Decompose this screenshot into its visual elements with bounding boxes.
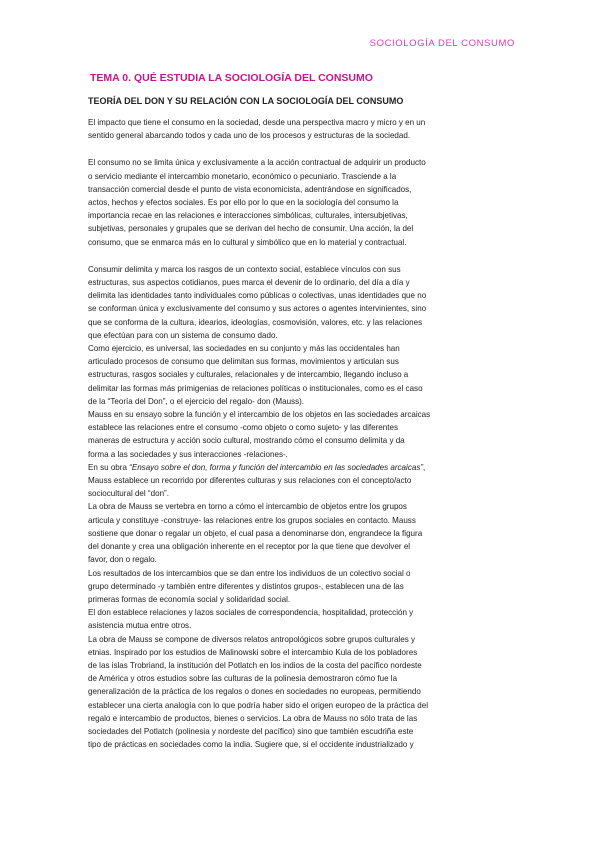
text-line: El don establece relaciones y lazos sociales de correspondencia, hospitalidad, protección y: [88, 608, 414, 618]
text-line: Los resultados de los intercambios que se dan entre los individuos de un colectivo social o: [88, 568, 411, 578]
text-line: establecer una cierta analogía con lo que podría haber sido el origen europeo de la práctica del: [88, 700, 428, 710]
running-header: SOCIOLOGÍA DEL CONSUMO: [369, 38, 515, 49]
section-subtitle: TEORÍA DEL DON Y SU RELACIÓN CON LA SOCIOLOGÍA DEL CONSUMO: [88, 96, 404, 106]
text-line: estructuras, sus aspectos cotidianos, pues marca el devenir de lo ordinario, del día a día y: [88, 278, 410, 288]
text-line: regalo e intercambio de productos, bienes o servicios. La obra de Mauss no sólo trata de las: [88, 713, 418, 723]
text-line: actos, hechos y efectos sociales. Es por ello por lo que en la sociología del consumo la: [88, 198, 399, 208]
text-line: o servicio mediante el intercambio monetario, económico o pecuniario. Trasciende a la: [88, 171, 397, 181]
text-line-obra: [88, 461, 514, 474]
text-line: de la “Teoría del Don”, o el ejercicio del regalo- don (Mauss).: [88, 396, 305, 406]
text-line: articula y constituye -construye- las relaciones entre los grupos sociales en contacto. Mauss: [88, 515, 416, 525]
text-line: generalización de la práctica de los regalos o dones en sociedades no europeas, permitiendo: [88, 687, 421, 697]
obra-suffix: ,: [423, 462, 426, 472]
text-line: Mauss establece un recorrido por diferentes culturas y sus relaciones con el concepto/acto: [88, 476, 412, 486]
text-line: Consumir delimita y marca los rasgos de un contexto social, establece vínculos con sus: [88, 264, 401, 274]
text-line: grupo determinado -y también entre diferentes y distintos grupos-, establecen una de las: [88, 581, 404, 591]
paragraph-gap: [88, 249, 514, 263]
text-line: etnias. Inspirado por los estudios de Malinowski sobre el intercambio Kula de los pobladores: [88, 647, 418, 657]
text-line: de América y otros estudios sobre las culturas de la polinesia demostraron cómo fue la: [88, 674, 398, 684]
text-line: maneras de estructura y acción socio cultural, mostrando cómo el consumo delimita y da: [88, 436, 405, 446]
text-line: consumo, que se enmarca más en lo cultural y simbólico que en lo material y contractual.: [88, 237, 407, 247]
text-line: tipo de prácticas en sociedades como la india. Sugiere que, si el occidente industrializado y: [88, 740, 414, 750]
document-title: TEMA 0. QUÉ ESTUDIA LA SOCIOLOGÍA DEL CONSUMO: [90, 72, 373, 84]
text-line: forma a las sociedades y sus interacciones -relaciones-.: [88, 449, 288, 459]
text-line: favor, don o regalo.: [88, 555, 157, 565]
text-line: sociedades del Potlatch (polinesia y nordeste del pacífico) sino que también escudriña este: [88, 726, 414, 736]
text-line: delimitar las formas más primigenias de relaciones políticas o institucionales, como es el caso: [88, 383, 423, 393]
text-line: La obra de Mauss se compone de diversos relatos antropológicos sobre grupos culturales y: [88, 634, 415, 644]
text-line: asistencia mutua entre otros.: [88, 621, 192, 631]
document-page: [88, 72, 514, 751]
text-line: primeras formas de economía social y solidaridad social.: [88, 594, 291, 604]
text-line: estructuras, rasgos sociales y culturales, relacionales y de intercambio, llegando incluso a: [88, 370, 409, 380]
text-line: Como ejercicio, es universal, las sociedades en su conjunto y más las occidentales han: [88, 344, 400, 354]
body-text: [88, 116, 514, 751]
text-line: sostiene que donar o regalar un objeto, el cual pasa a denominarse don, engrandece la figura: [88, 528, 423, 538]
text-line: transacción comercial desde el punto de vista economicista, adentrándose en significados,: [88, 184, 412, 194]
text-line: El impacto que tiene el consumo en la sociedad, desde una perspectiva macro y micro y en un: [88, 118, 426, 127]
paragraph-gap: [88, 142, 514, 156]
text-line: del donante y crea una obligación inherente en el receptor por la que tiene que devolver el: [88, 542, 411, 552]
text-line: que se conforma de la cultura, idearios, ideologías, cosmovisión, valores, etc. y las relaciones: [88, 317, 423, 327]
text-line: importancia recae en las relaciones e interacciones simbólicas, culturales, intersubjetivas,: [88, 211, 408, 221]
text-line: de las islas Trobriand, la institución del Potlatch en los indios de la costa del pacífico nordeste: [88, 660, 422, 670]
text-line: delimita las identidades tanto individuales como públicas o colectivas, unas identidades que no: [88, 291, 427, 301]
text-line: subjetivas, personales y grupales que se derivan del hecho de consumir. Una acción, la del: [88, 224, 414, 234]
text-line: sociocultural del “don”.: [88, 489, 169, 499]
text-line: El consumo no se limita única y exclusivamente a la acción contractual de adquirir un producto: [88, 158, 426, 168]
text-line: establece las relaciones entre el consumo -como objeto o como sujeto- y las diferentes: [88, 423, 398, 433]
text-line: que efectúan para con un sistema de consumo dado.: [88, 330, 278, 340]
text-line: articulado procesos de consumo que delimitan sus formas, movimientos y articulan sus: [88, 357, 399, 367]
obra-title: “Ensayo sobre el don, forma y función del intercambio en las sociedades arcaicas”: [129, 462, 424, 472]
text-line: sentido general abarcando todos y cada uno de los procesos y estructuras de la sociedad.: [88, 131, 411, 141]
text-line: Mauss en su ensayo sobre la función y el intercambio de los objetos en las sociedades arcaicas: [88, 410, 431, 420]
text-line: La obra de Mauss se vertebra en torno a cómo el intercambio de objetos entre los grupos: [88, 502, 407, 512]
obra-prefix: En su obra: [88, 462, 130, 472]
text-line: se conforman única y exclusivamente del consumo y sus actores o agentes intervinientes, sino: [88, 304, 427, 314]
